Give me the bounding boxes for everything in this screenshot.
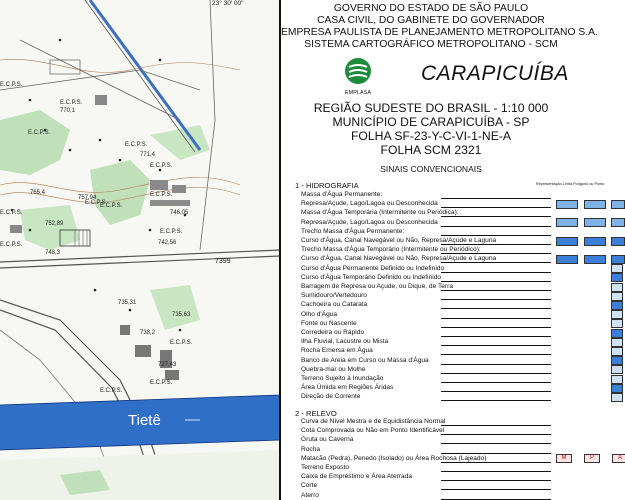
hydro-symbol-swatch	[611, 329, 623, 338]
elevation-label: 757,94	[78, 195, 97, 201]
legend-item: Curso d'Água, Canal Navegável ou Não, Represa/Açude e Laguna	[301, 255, 497, 263]
legend-leader-line	[441, 400, 551, 401]
hydro-symbol-swatch	[611, 319, 623, 328]
water-symbol-swatch	[611, 200, 625, 209]
page-title: CARAPICUÍBA	[421, 62, 569, 85]
map-label: E.C.P.S.	[0, 242, 23, 248]
legend-leader-line	[441, 308, 551, 309]
legend-leader-line	[441, 226, 551, 227]
water-symbol-swatch	[556, 255, 578, 264]
elevation-label: 748,3	[45, 250, 61, 256]
legend-item: Terreno Sujeito à Inundação	[301, 375, 384, 382]
map-label: E.C.P.S.	[0, 210, 23, 216]
legend-item: Trecho Massa d'Água Temporário (Intermitente ou Periódico):	[301, 246, 481, 254]
legend-leader-line	[441, 299, 551, 300]
elevation-label: 765,4	[30, 190, 46, 196]
legend-leader-line	[441, 471, 551, 472]
legend-leader-line	[441, 489, 551, 490]
map-label: E.C.P.S.	[0, 82, 23, 88]
elevation-label: 738,2	[140, 330, 156, 336]
legend-leader-line	[441, 281, 551, 282]
hydro-symbol-swatch	[611, 292, 623, 301]
legend-item: Quebra-mar ou Molhe	[301, 365, 366, 373]
logo-text: EMPLASA	[345, 90, 371, 96]
water-symbol-swatch	[584, 255, 606, 264]
elevation-label: 746,05	[170, 210, 189, 216]
hydro-symbol-swatch	[611, 347, 623, 356]
emplasa-logo-icon	[343, 57, 373, 85]
water-symbol-swatch	[556, 218, 578, 227]
subtitle-line-4: FOLHA SCM 2321	[380, 143, 482, 157]
water-symbol-swatch	[611, 218, 625, 227]
elevation-label: 735,63	[172, 312, 191, 318]
map-label: E.C.P.S.	[125, 142, 148, 148]
legend-item: Curva de Nível Mestra e de Equidistância Normal	[301, 418, 446, 425]
water-symbol-swatch	[584, 237, 606, 246]
map-coordinate-label: 23° 30' 00"	[212, 0, 244, 7]
legend-item: Corredeira ou Rápido	[301, 329, 365, 336]
map-label: E.C.P.S.	[160, 229, 183, 235]
legend-item: Direção de Corrente	[301, 393, 361, 401]
legend-item: Massa d'Água Permanente:	[301, 191, 383, 198]
legend-item: Fonte ou Nascente	[301, 319, 357, 327]
elevation-label: 742,56	[158, 240, 177, 246]
legend-leader-line	[441, 364, 551, 365]
legend-panel	[281, 0, 625, 500]
header-line-4: SISTEMA CARTOGRÁFICO METROPOLITANO - SCM	[304, 39, 558, 50]
legend-leader-line	[441, 290, 551, 291]
legend-leader-line	[441, 382, 551, 383]
subtitle-line-1: REGIÃO SUDESTE DO BRASIL - 1:10 000	[313, 101, 549, 115]
hydro-symbol-swatch	[611, 310, 623, 319]
section-note: Representação Linha Polígono ou Ponto	[536, 182, 605, 186]
header-line-2: CASA CIVIL, DO GABINETE DO GOVERNADOR	[317, 15, 545, 26]
legend-item: Massa d'Água Temporária (Intermitente ou Periódica):	[301, 209, 459, 217]
section-relevo-title: 2 - RELEVO	[295, 409, 337, 418]
legend-item: Rocha	[301, 445, 321, 453]
elevation-label: 752,89	[45, 221, 64, 227]
hydro-symbol-swatch	[611, 393, 623, 402]
legend-item: Banco de Areia em Curso ou Massa d'Água	[301, 356, 429, 364]
map-label: E.C.P.S.	[100, 388, 123, 394]
header-line-1: GOVERNO DO ESTADO DE SÃO PAULO	[333, 3, 529, 14]
legend-leader-line	[441, 462, 551, 463]
map-label: E.C.P.S.	[28, 130, 51, 136]
legend-item: Ilha Fluvial, Lacustre ou Mista	[301, 338, 389, 346]
legend-leader-line	[441, 318, 551, 319]
legend-item: Trecho Massa d'Água Permanente:	[301, 227, 405, 235]
water-symbol-swatch	[611, 255, 625, 264]
hydro-symbol-swatch	[611, 273, 623, 282]
map-panel[interactable]	[0, 0, 280, 500]
legend-item: Olho d'Água	[301, 310, 338, 318]
hydro-symbol-swatch	[611, 384, 623, 393]
legend-leader-line	[441, 262, 551, 263]
legend-leader-line	[441, 425, 551, 426]
legend-item: Curso d'Água, Canal Navegável ou Não, Represa/Açude e Laguna	[301, 237, 497, 244]
legend-leader-line	[441, 216, 551, 217]
emplasa-logo	[343, 57, 373, 96]
hydro-symbol-swatch	[611, 375, 623, 384]
legend-item: Caixa de Empréstimo e Área Aterrada	[301, 473, 413, 481]
river-name-label: Tietê	[128, 412, 161, 429]
legend-leader-line	[441, 354, 551, 355]
relevo-letter-symbol: A	[612, 454, 625, 463]
legend-item: Represa/Açude, Lago/Lagoa ou Desconhecida	[301, 218, 438, 226]
legend-leader-line	[441, 373, 551, 374]
section-hidrografia-title: 1 - HIDROGRAFIA	[295, 181, 359, 190]
subtitle-line-2: MUNICÍPIO DE CARAPICUÍBA - SP	[332, 115, 530, 129]
legend-leader-line	[441, 391, 551, 392]
water-symbol-swatch	[556, 200, 578, 209]
legend-item: Área Úmida em Regiões Áridas	[301, 384, 394, 392]
map-label: E.C.P.S.	[150, 163, 173, 169]
hydro-symbol-swatch	[611, 264, 623, 273]
elevation-label: 771,4	[140, 152, 156, 158]
legend-leader-line	[441, 434, 551, 435]
legend-item: Curso d'Água Temporário Definido ou Indefinido	[301, 273, 442, 281]
legend-item: Cota Comprovada ou Não em Ponto Identificável	[301, 427, 445, 435]
legend-item: Matacão (Pedra), Penedo (Isolado) ou Área Rochosa (Lajeado)	[301, 454, 487, 462]
legend-item: Curso d'Água Permanente Definido ou Indefinido	[301, 264, 445, 272]
legend-leader-line	[441, 272, 551, 273]
legend-item: Gruta ou Caverna	[301, 436, 354, 444]
legend-item: Aterro	[301, 491, 319, 499]
legend-leader-line	[441, 327, 551, 328]
water-symbol-swatch	[556, 237, 578, 246]
legend-item: Cachoeira ou Catarata	[301, 301, 368, 309]
map-label: E.C.P.S.	[170, 340, 193, 346]
hydro-symbol-swatch	[611, 283, 623, 292]
legend-leader-line	[441, 336, 551, 337]
hydro-symbol-swatch	[611, 301, 623, 310]
legend-item: Corte	[301, 482, 318, 490]
map-label: E.C.P.S.	[60, 100, 83, 106]
relevo-letter-symbol: P	[584, 454, 600, 463]
legend-leader-line	[441, 443, 551, 444]
legend-item: Terreno Exposto	[301, 464, 350, 471]
signs-heading: SINAIS CONVENCIONAIS	[380, 164, 482, 174]
hydro-symbol-swatch	[611, 338, 623, 347]
water-symbol-swatch	[584, 200, 606, 209]
water-symbol-swatch	[584, 218, 606, 227]
elevation-label: 727,43	[158, 362, 177, 368]
elevation-label: 735,31	[118, 300, 137, 306]
map-label: E.C.P.S.	[150, 192, 173, 198]
map-label: E.C.P.S.	[100, 203, 123, 209]
map-label: E.C.P.S.	[150, 380, 173, 386]
relevo-letter-symbol: M	[556, 454, 572, 463]
legend-item: Represa/Açude, Lago/Lagoa ou Desconhecida	[301, 200, 438, 208]
header-line-3: EMPRESA PAULISTA DE PLANEJAMENTO METROPOLITANO S.A.	[281, 27, 598, 38]
legend-item: Sumidouro/Vertedouro	[301, 292, 367, 300]
legend-leader-line	[441, 499, 551, 500]
map-grid-label: 7399	[215, 258, 231, 265]
legend-item: Barragem de Represa ou Açude, ou Dique, de Terra	[301, 283, 453, 290]
legend-leader-line	[441, 480, 551, 481]
legend-item: Rocha Emersa em Água	[301, 347, 373, 355]
elevation-label: 770,1	[60, 108, 76, 114]
hydro-symbol-swatch	[611, 356, 623, 365]
legend-leader-line	[441, 345, 551, 346]
legend-leader-line	[441, 198, 551, 199]
subtitle-line-3: FOLHA SF-23-Y-C-VI-1-NE-A	[350, 129, 512, 143]
hydro-symbol-swatch	[611, 365, 623, 374]
map-label: E.C.P.S.	[85, 200, 108, 206]
water-symbol-swatch	[611, 237, 625, 246]
